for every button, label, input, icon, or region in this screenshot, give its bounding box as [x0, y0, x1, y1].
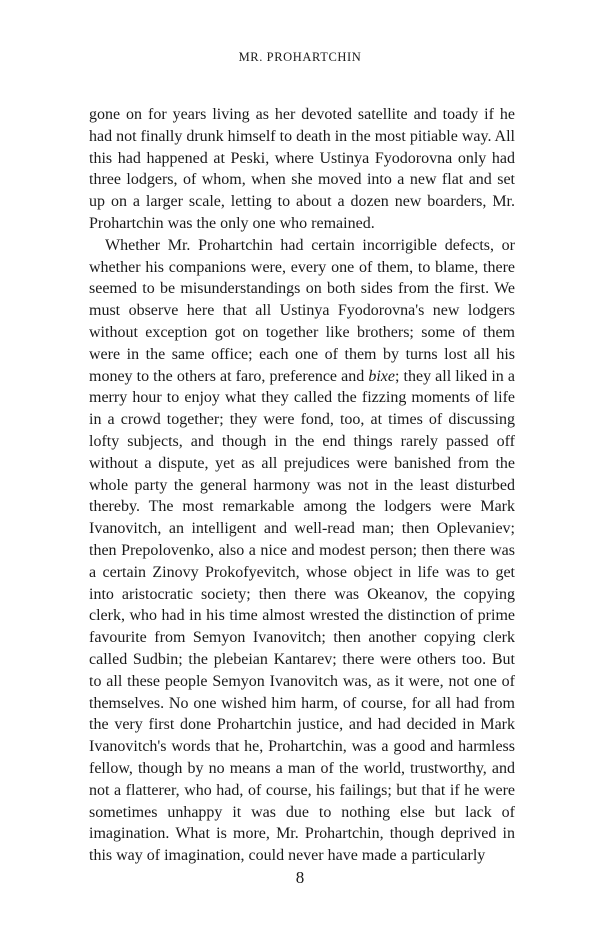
running-head: MR. PROHARTCHIN [238, 50, 362, 64]
paragraph: Whether Mr. Prohartchin had certain incorrigible defects, or whether his companions were, every one of them, to blame, there seemed to be misunderstandings on both sides from the first. We must observe here that all Ustinya Fyodorovna's new lodgers without exception got on together like brothers; some of them were in the same office; each one of them by turns lost all his money to the others at faro, preference and bixe; they all liked in a merry hour to enjoy what they called the fizzing moments of life in a crowd together; they were fond, too, at times of discussing lofty subjects, and though in the end things rarely passed off without a dispute, yet as all prejudices were banished from the whole party the general harmony was not in the least disturbed thereby. The most remarkable among the lodgers were Mark Ivanovitch, an intelligent and well-read man; then Oplevaniev; then Prepolovenko, also a nice and modest person; then there was a certain Zinovy Prokofyevitch, whose object in life was to get into aristocratic society; then there was Okeanov, the copying clerk, who had in his time almost wrested the distinction of prime favourite from Semyon Ivanovitch; then another copying clerk called Sudbin; the plebeian Kantarev; there were others too. But to all these people Semyon Ivanovitch was, as it were, not one of themselves. No one wished him harm, of course, for all had from the very first done Prohartchin justice, and had decided in Mark Ivanovitch's words that he, Prohartchin, was a good and harmless fellow, though by no means a man of the world, trustworthy, and not a flatterer, who had, of course, his failings; but that if he were sometimes unhappy it was due to nothing else but lack of imagination. What is more, Mr. Prohartchin, though deprived in this way of imagination, could never have made a particularly [89, 236, 515, 865]
paragraph-continued: gone on for years living as her devoted satellite and toady if he had not finally drunk himself to death in the most pitiable way. All this had happened at Peski, where Ustinya Fyodorovna only had three lodgers, of whom, when she moved into a new flat and set up on a larger scale, letting to about a dozen new boarders, Mr. Prohartchin was the only one who remained. [89, 106, 515, 232]
page-number: 8 [295, 868, 305, 887]
body-text [89, 104, 515, 867]
